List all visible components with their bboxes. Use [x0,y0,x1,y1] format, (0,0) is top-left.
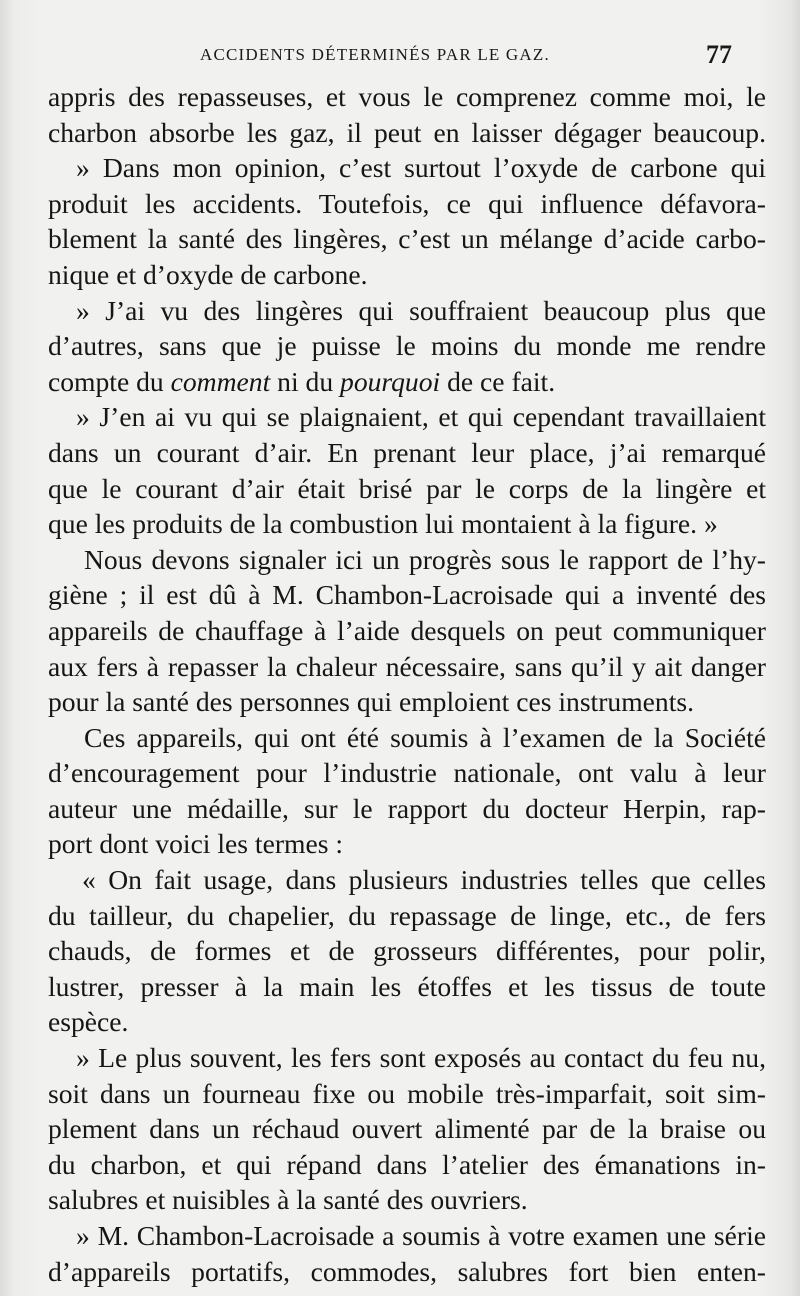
italic-word-comment: comment [170,365,271,397]
text-line: soit dans un fourneau fixe ou mobile très-imparfait, soit sim- [48,1077,766,1109]
text-line: espèce. [48,1006,129,1038]
text-line: » J’en ai vu qui se plaignaient, et qui cependant travaillaient [76,401,766,433]
body-text [48,79,766,1289]
text-line: appris des repasseuses, et vous le comprenez comme moi, le [48,81,766,112]
page-header [0,40,800,72]
text-line: blement la santé des lingères, c’est un mélange d’acide carbo- [48,223,766,255]
text-line: giène ; il est dû à M. Chambon-Lacroisade qui a inventé des [48,579,766,611]
text-line: d’appareils portatifs, commodes, salubres fort bien enten- [48,1255,766,1287]
text-line: appareils de chauffage à l’aide desquels on peut communiquer [48,614,766,646]
text-line: nique et d’oxyde de carbone. [48,258,368,290]
text-line: d’encouragement pour l’industrie nationale, ont valu à leur [48,757,766,789]
text-line: plement dans un réchaud ouvert alimenté par de la braise ou [48,1113,766,1145]
text-line: « On fait usage, dans plusieurs industries telles que celles [82,864,766,896]
text-line: d’autres, sans que je puisse le moins du monde me rendre [48,330,766,362]
text-line: que les produits de la combustion lui montaient à la figure. » [48,508,718,540]
text-line: auteur une médaille, sur le rapport du docteur Herpin, rap- [48,792,766,824]
text-line: port dont voici les termes : [48,828,344,860]
text-line: Nous devons signaler ici un progrès sous le rapport de l’hy- [84,543,766,575]
text-line: aux fers à repasser la chaleur nécessaire, sans qu’il y ait danger [48,650,766,682]
text-line: du tailleur, du chapelier, du repassage de linge, etc., de fers [48,899,766,931]
page-number: 77 [706,40,732,69]
italic-word-pourquoi: pourquoi [340,365,441,397]
text-line: salubres et nuisibles à la santé des ouvriers. [48,1184,528,1216]
text-line: que le courant d’air était brisé par le corps de la lingère et [48,472,766,504]
text-segment: compte du [48,365,164,397]
text-line: charbon absorbe les gaz, il peut en laisser dégager beaucoup. [48,116,766,148]
text-line: Ces appareils, qui ont été soumis à l’examen de la Société [84,721,766,753]
text-line: du charbon, et qui répand dans l’atelier des émanations in- [48,1148,766,1180]
text-line: chauds, de formes et de grosseurs différentes, pour polir, [48,935,766,967]
text-segment: ni du [277,365,334,397]
running-title: ACCIDENTS DÉTERMINÉS PAR LE GAZ. [200,45,550,64]
text-segment: de ce fait. [447,365,556,397]
text-line: » Le plus souvent, les fers sont exposés au contact du feu nu, [76,1042,766,1074]
text-line: » J’ai vu des lingères qui souffraient beaucoup plus que [76,294,766,326]
text-line-with-italics [48,364,766,400]
text-line: lustrer, presser à la main les étoffes et les tissus de toute [48,970,766,1002]
text-line: produit les accidents. Toutefois, ce qui influence défavora- [48,187,766,219]
text-line: pour la santé des personnes qui emploient ces instruments. [48,686,695,718]
text-line: » Dans mon opinion, c’est surtout l’oxyde de carbone qui [76,152,766,184]
text-line: dans un courant d’air. En prenant leur place, j’ai remarqué [48,436,766,468]
text-line: » M. Chambon-Lacroisade a soumis à votre examen une série [76,1220,766,1251]
